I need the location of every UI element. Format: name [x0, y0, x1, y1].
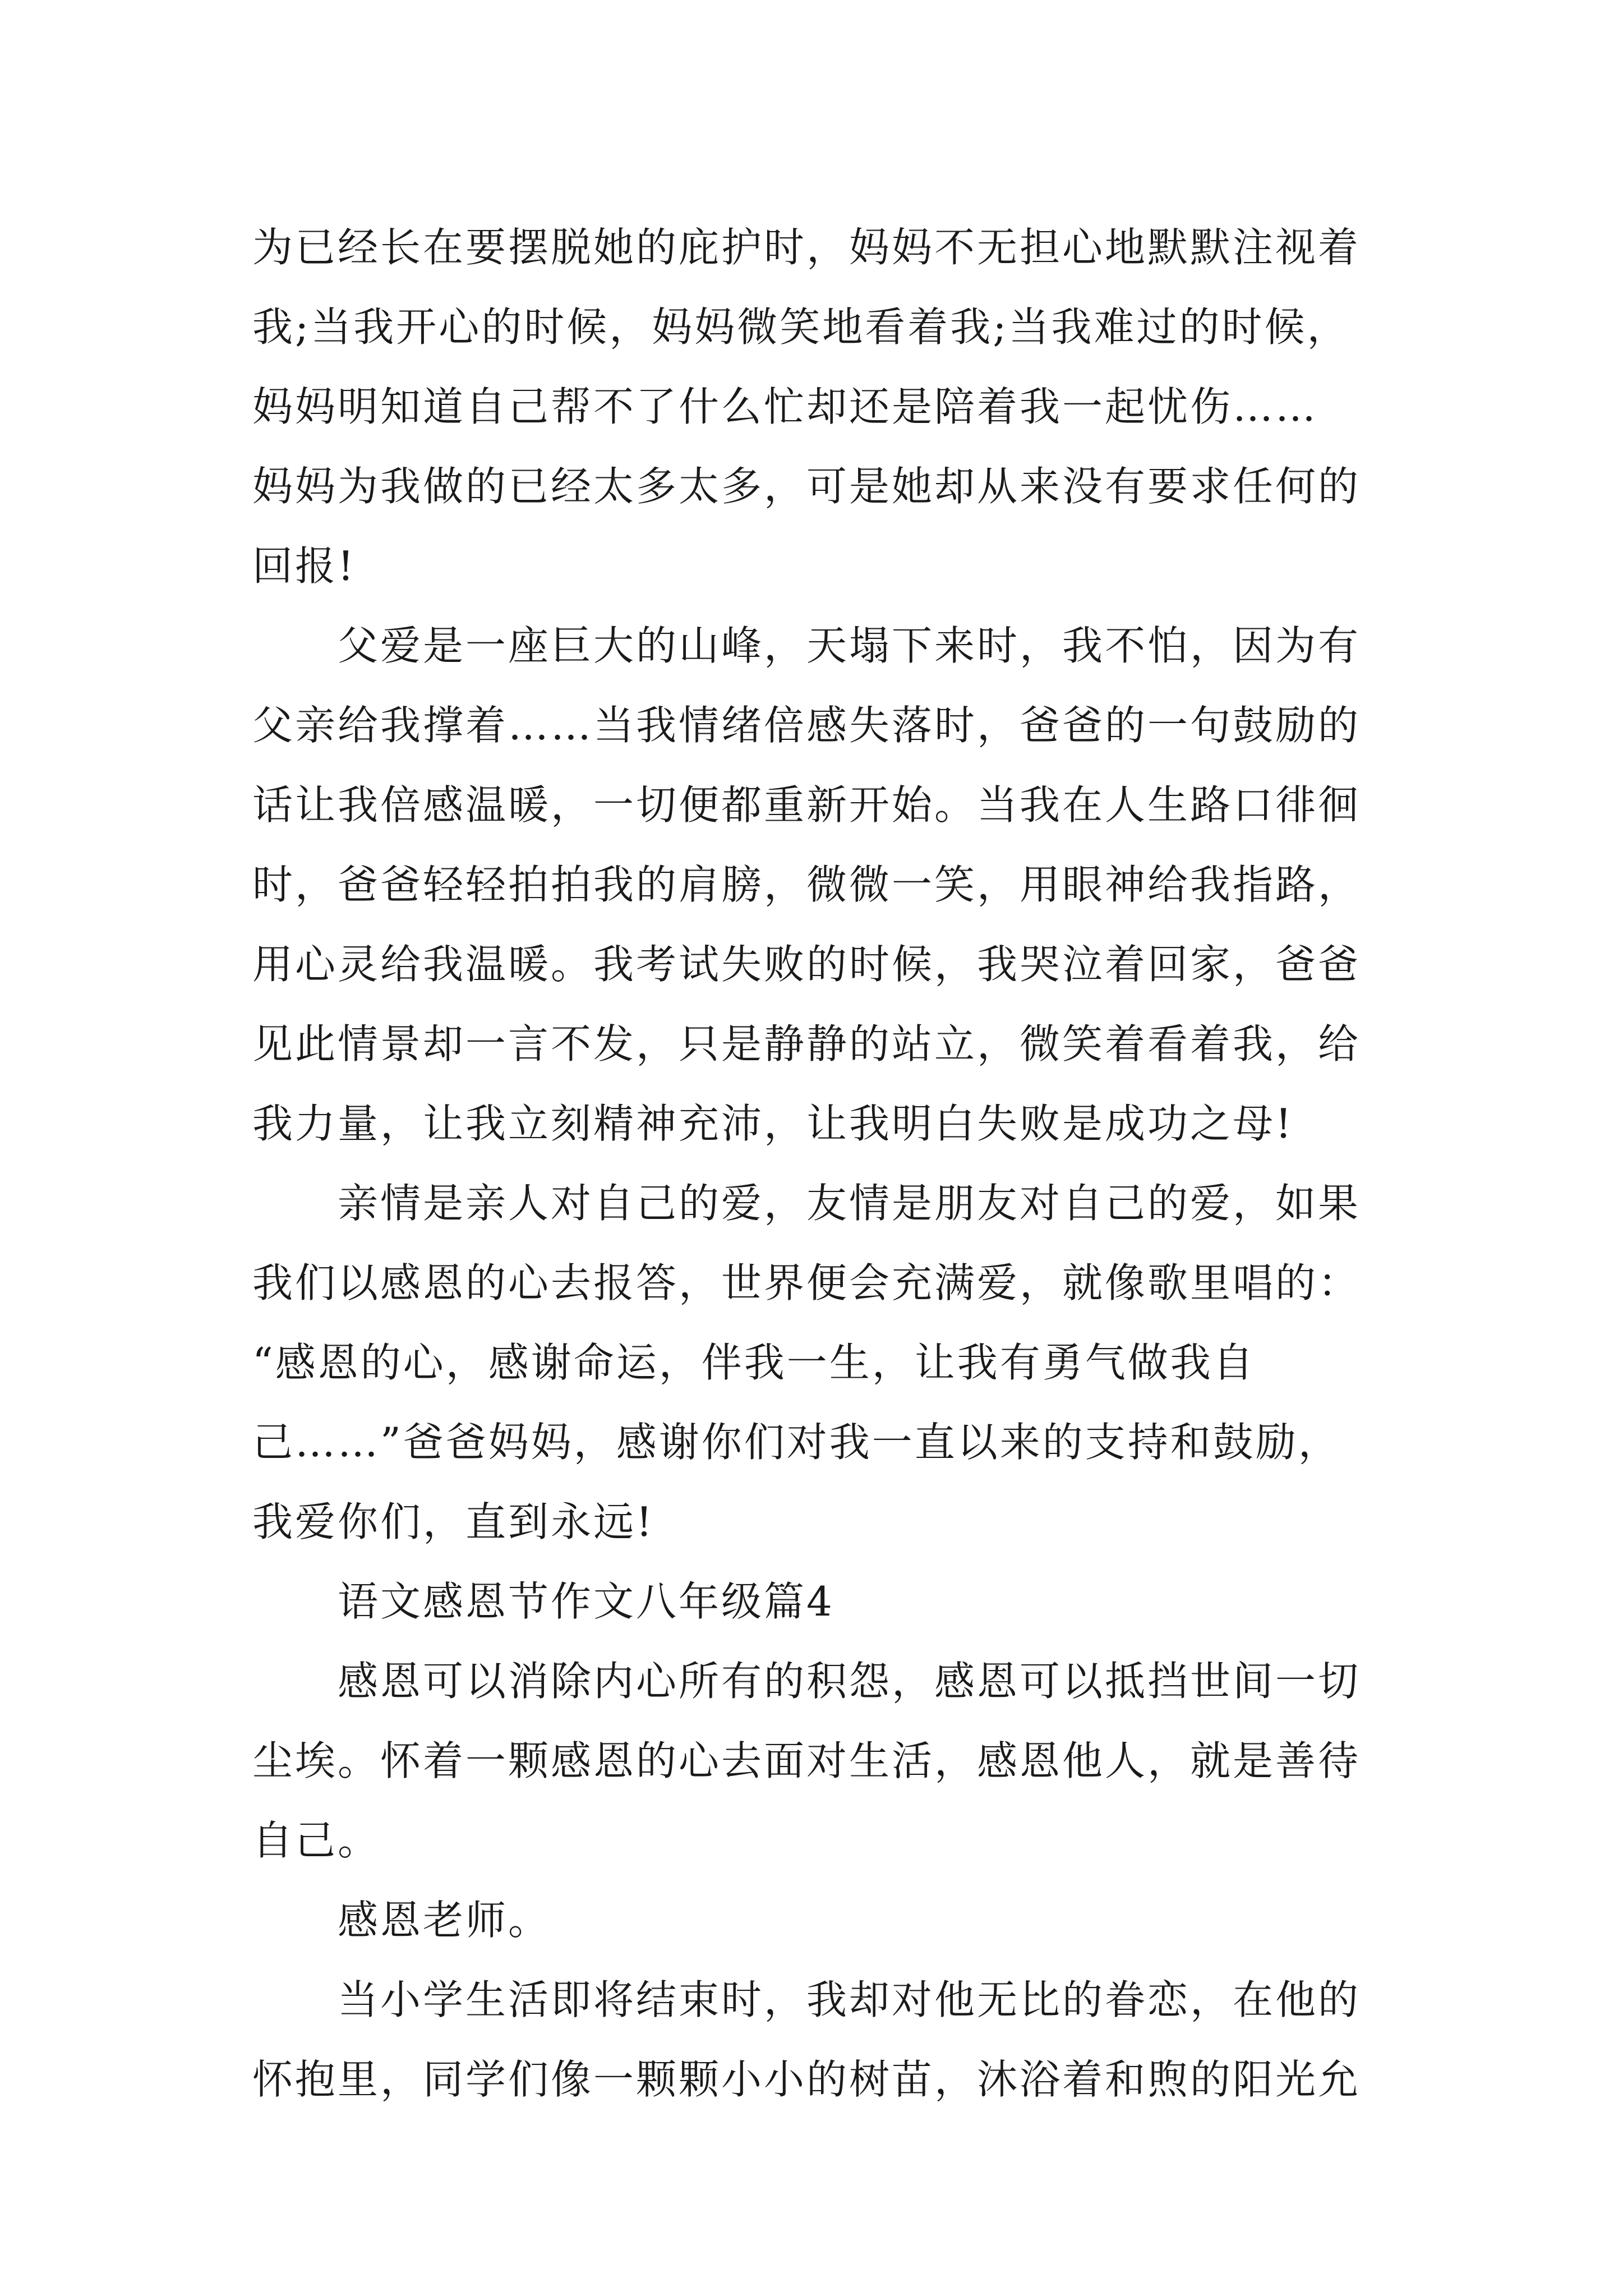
text-line: 感恩老师。	[338, 1897, 551, 1944]
paragraph-3	[252, 1163, 1374, 1562]
section-heading	[252, 1562, 1374, 1641]
document-body	[252, 208, 1374, 2119]
text-line: 己……”爸爸妈妈，感谢你们对我一直以来的支持和鼓励，	[252, 1419, 1341, 1466]
text-line: 时，爸爸轻轻拍拍我的肩膀，微微一笑，用眼神给我指路，	[252, 861, 1361, 908]
text-line: 为已经长在要摆脱她的庇护时，妈妈不无担心地默默注视着	[252, 224, 1361, 271]
text-line: 父爱是一座巨大的山峰，天塌下来时，我不怕，因为有	[338, 622, 1361, 669]
text-line: 话让我倍感温暖，一切便都重新开始。当我在人生路口徘徊	[252, 781, 1361, 829]
text-line: 亲情是亲人对自己的爱，友情是朋友对自己的爱，如果	[338, 1180, 1361, 1227]
paragraph-1	[252, 208, 1374, 606]
paragraph-2	[252, 606, 1374, 1163]
text-line: 感恩可以消除内心所有的积怨，感恩可以抵挡世间一切	[338, 1658, 1361, 1705]
text-line: 我;当我开心的时候，妈妈微笑地看着我;当我难过的时候，	[252, 303, 1350, 351]
text-line: 妈妈明知道自己帮不了什么忙却还是陪着我一起忧伤……	[252, 383, 1318, 430]
text-line: “感恩的心，感谢命运，伴我一生，让我有勇气做我自	[252, 1339, 1256, 1386]
heading-text: 语文感恩节作文八年级篇4	[338, 1578, 834, 1625]
text-line: 回报!	[252, 542, 356, 590]
text-line: 我力量，让我立刻精神充沛，让我明白失败是成功之母!	[252, 1100, 1294, 1147]
text-line: 妈妈为我做的已经太多太多，可是她却从来没有要求任何的	[252, 463, 1361, 510]
text-line: 见此情景却一言不发，只是静静的站立，微笑着看着我，给	[252, 1020, 1361, 1068]
paragraph-7	[252, 1960, 1374, 2119]
text-line: 我们以感恩的心去报答，世界便会充满爱，就像歌里唱的：	[252, 1259, 1361, 1306]
paragraph-5	[252, 1641, 1374, 1880]
text-line: 尘埃。怀着一颗感恩的心去面对生活，感恩他人，就是善待	[252, 1737, 1361, 1784]
text-line: 怀抱里，同学们像一颗颗小小的树苗，沐浴着和煦的阳光允	[252, 2056, 1361, 2103]
text-line: 父亲给我撑着……当我情绪倍感失落时，爸爸的一句鼓励的	[252, 702, 1361, 749]
text-line: 我爱你们，直到永远!	[252, 1498, 654, 1545]
text-line: 自己。	[252, 1817, 381, 1864]
text-line: 当小学生活即将结束时，我却对他无比的眷恋，在他的	[338, 1976, 1361, 2023]
paragraph-6	[252, 1880, 1374, 1960]
text-line: 用心灵给我温暖。我考试失败的时候，我哭泣着回家，爸爸	[252, 941, 1361, 988]
